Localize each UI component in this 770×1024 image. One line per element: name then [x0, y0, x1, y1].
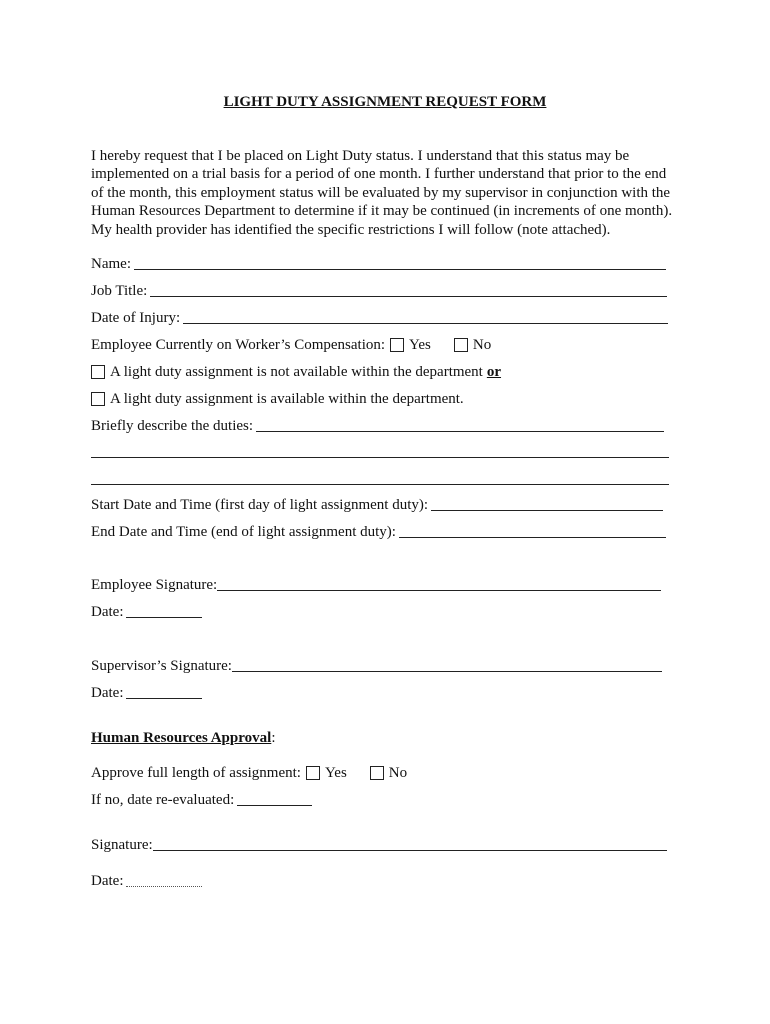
describe-duties-field[interactable] [256, 430, 664, 432]
not-available-row [91, 361, 501, 381]
intro-paragraph: I hereby request that I be placed on Light Duty status. I understand that this status may be implemented on a trial basis for a period of one month. I further understand that prior to the end of the month, this employment status will be evaluated by my supervisor in conjunction with the Human Resources Department to determine if it may be continued (in increments of one month). My health provider has identified the specific restrictions I will follow (note attached). [91, 148, 673, 238]
describe-duties-line-2[interactable] [91, 457, 669, 458]
available-checkbox[interactable] [91, 392, 105, 406]
name-label: Name: [91, 256, 131, 272]
approve-yes-label: Yes [324, 765, 347, 781]
not-available-checkbox[interactable] [91, 365, 105, 379]
describe-duties-label: Briefly describe the duties: [91, 418, 254, 434]
approve-yes-checkbox[interactable] [306, 766, 320, 780]
form-title: LIGHT DUTY ASSIGNMENT REQUEST FORM [223, 94, 547, 110]
approve-no-checkbox[interactable] [370, 766, 384, 780]
hr-date-label: Date: [91, 873, 124, 889]
start-date-label: Start Date and Time (first day of light assignment duty): [91, 497, 429, 513]
name-row [91, 253, 666, 273]
workers-comp-yes-label: Yes [409, 337, 431, 353]
approve-row [91, 762, 425, 782]
date-of-injury-row [91, 307, 668, 327]
workers-comp-yes-checkbox[interactable] [390, 338, 404, 352]
supervisor-signature-row [91, 655, 662, 675]
employee-signature-field[interactable] [217, 589, 661, 591]
approve-label: Approve full length of assignment: [91, 765, 301, 781]
or-label: or [486, 364, 502, 380]
reevaluated-row [91, 789, 312, 809]
date-of-injury-field[interactable] [183, 322, 668, 324]
available-row [91, 388, 464, 408]
employee-signature-row [91, 574, 661, 594]
reevaluated-label: If no, date re-evaluated: [91, 792, 235, 808]
hr-date-field[interactable] [126, 885, 202, 887]
describe-duties-line-3[interactable] [91, 484, 669, 485]
hr-signature-row [91, 834, 667, 854]
date-of-injury-label: Date of Injury: [91, 310, 181, 326]
reevaluated-field[interactable] [237, 804, 312, 806]
workers-comp-no-checkbox[interactable] [454, 338, 468, 352]
not-available-label: A light duty assignment is not available within the department [110, 364, 483, 380]
hr-approval-title: Human Resources Approval [91, 730, 272, 746]
employee-signature-label: Employee Signature: [91, 577, 218, 593]
employee-date-row [91, 601, 202, 621]
start-date-row [91, 494, 663, 514]
hr-approval-heading [91, 727, 275, 747]
supervisor-signature-field[interactable] [232, 670, 662, 672]
employee-date-field[interactable] [126, 616, 202, 618]
supervisor-signature-label: Supervisor’s Signature: [91, 658, 232, 674]
workers-comp-no-label: No [472, 337, 492, 353]
supervisor-date-field[interactable] [126, 697, 202, 699]
supervisor-date-label: Date: [91, 685, 124, 701]
hr-signature-label: Signature: [91, 837, 153, 853]
approve-no-label: No [388, 765, 408, 781]
job-title-label: Job Title: [91, 283, 148, 299]
available-label: A light duty assignment is available within the department. [110, 391, 464, 407]
workers-comp-row [91, 334, 509, 354]
end-date-row [91, 521, 666, 541]
job-title-row [91, 280, 667, 300]
supervisor-date-row [91, 682, 202, 702]
employee-date-label: Date: [91, 604, 124, 620]
hr-date-row [91, 870, 202, 890]
describe-duties-row [91, 415, 664, 435]
job-title-field[interactable] [150, 295, 667, 297]
end-date-field[interactable] [399, 536, 666, 538]
start-date-field[interactable] [431, 509, 663, 511]
hr-signature-field[interactable] [153, 849, 667, 851]
end-date-label: End Date and Time (end of light assignment duty): [91, 524, 396, 540]
workers-comp-label: Employee Currently on Worker’s Compensation: [91, 337, 386, 353]
name-field[interactable] [134, 268, 666, 270]
hr-approval-colon: : [271, 730, 276, 746]
